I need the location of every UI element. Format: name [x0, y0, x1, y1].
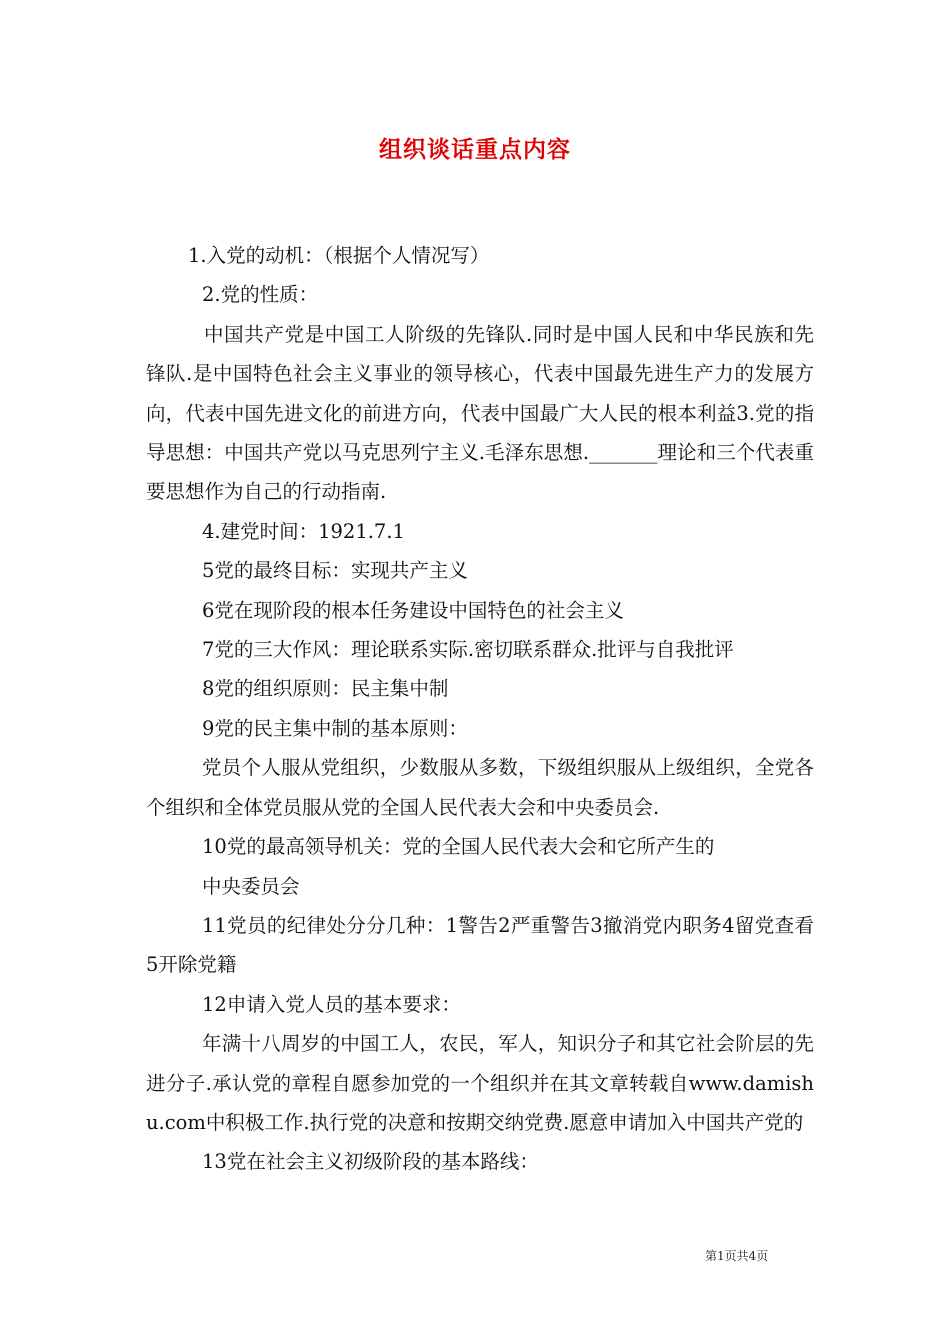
- paragraph-fundamental-task: 6党在现阶段的根本任务建设中国特色的社会主义: [202, 598, 624, 622]
- page-title: 组织谈话重点内容: [379, 137, 571, 163]
- paragraph-applicant-requirements-heading: 12申请入党人员的基本要求：: [202, 992, 461, 1016]
- paragraph-ultimate-goal: 5党的最终目标：实现共产主义: [202, 559, 468, 583]
- paragraph-democratic-centralism: 党员个人服从党组织，少数服从多数，下级组织服从上级组织，全党各个组织和全体党员服从党的全国人民代表大会和中央委员会.: [146, 756, 814, 819]
- paragraph-applicant-requirements: 年满十八周岁的中国工人，农民，军人，知识分子和其它社会阶层的先进分子.承认党的章程自愿参加党的一个组织并在其文章转载自www.damishu.com中积极工作.执行党的决意和按期交纳党费.愿意申请加入中国共产党的: [146, 1032, 814, 1134]
- paragraph-disciplinary-actions: 11党员的纪律处分分几种：1警告2严重警告3撤消党内职务4留党查看5开除党籍: [146, 913, 814, 977]
- paragraph-party-nature-heading: 2.党的性质：: [202, 283, 319, 307]
- paragraph-highest-leadership: 10党的最高领导机关：党的全国人民代表大会和它所产生的: [202, 835, 715, 859]
- paragraph-central-committee: 中央委员会: [202, 874, 300, 898]
- paragraph-organization-principle: 8党的组织原则：民主集中制: [202, 677, 449, 701]
- paragraph-founding-date: 4.建党时间：1921.7.1: [202, 519, 405, 543]
- paragraph-democratic-centralism-heading: 9党的民主集中制的基本原则：: [202, 716, 468, 740]
- paragraph-motivation: 1.入党的动机：（根据个人情况写）: [188, 244, 490, 267]
- page-indicator: 第1页共4页: [705, 1249, 769, 1263]
- document-body: [146, 236, 814, 1182]
- paragraph-party-nature: 中国共产党是中国工人阶级的先锋队.同时是中国人民和中华民族和先锋队.是中国特色社会主义事业的领导核心，代表中国最先进生产力的发展方向，代表中国先进文化的前进方向，代表中国最广大人民的根本利益3.党的指导思想：中国共产党以马克思列宁主义.毛泽东思想._______理论和三个代表重要思想作为自己的行动指南.: [146, 322, 814, 504]
- paragraph-three-styles: 7党的三大作风：理论联系实际.密切联系群众.批评与自我批评: [202, 638, 734, 662]
- paragraph-basic-line-heading: 13党在社会主义初级阶段的基本路线：: [202, 1150, 539, 1174]
